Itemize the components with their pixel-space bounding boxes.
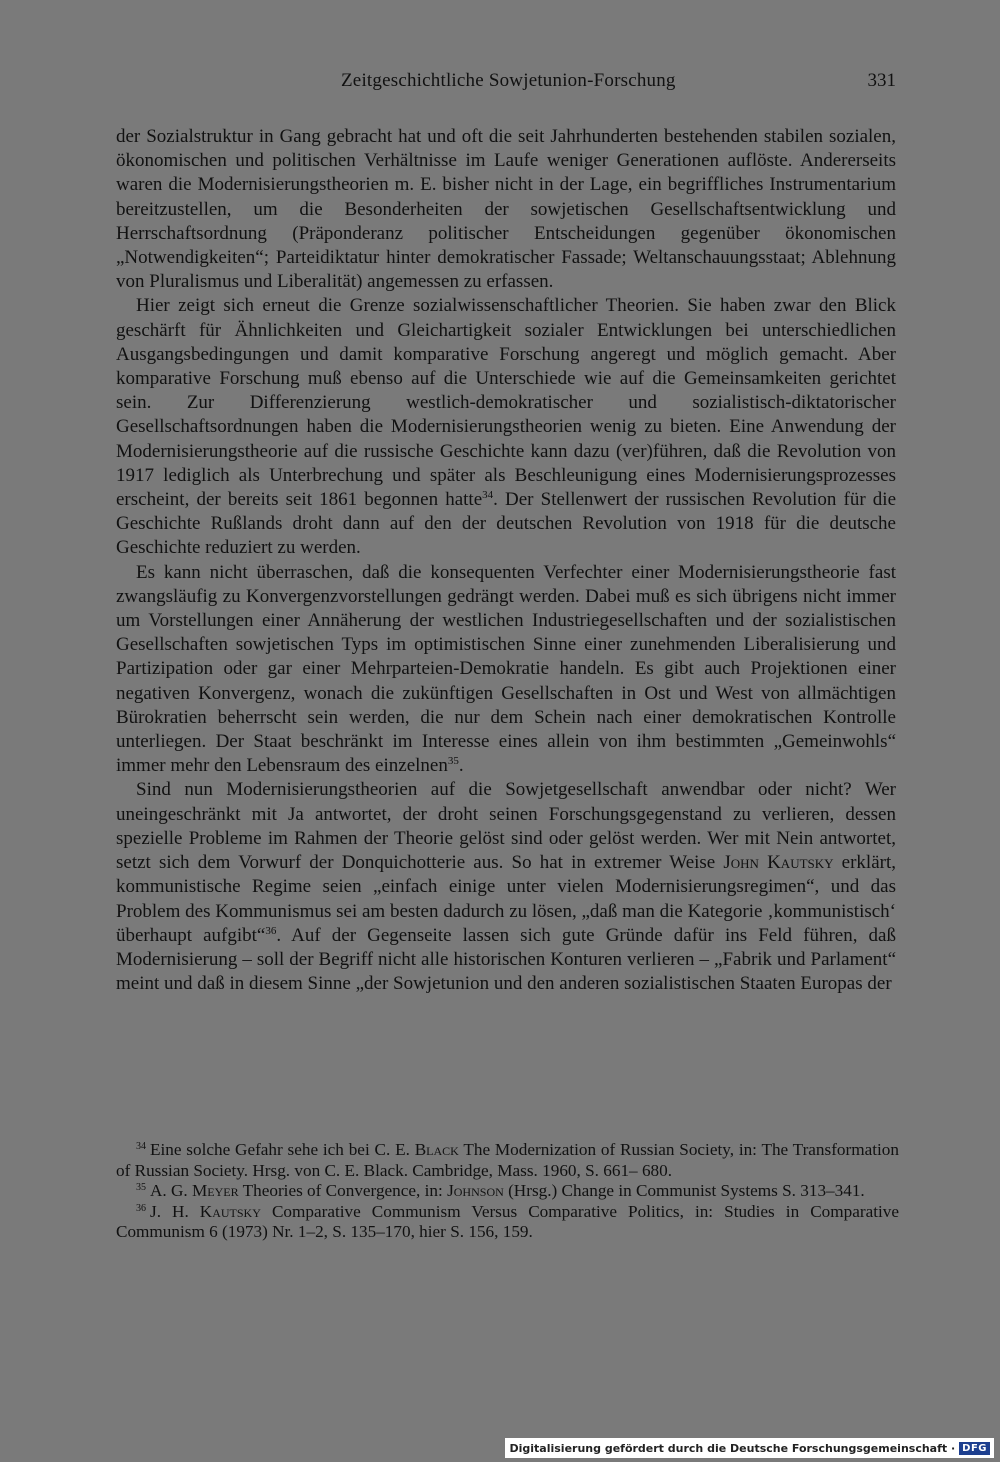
paragraph-1-text: der Sozialstruktur in Gang gebracht hat und oft die seit Jahrhunderten bestehenden stabilen sozialen, ökonomischen und politischen Verhältnisse im Laufe weniger Generationen auflöste. Andererseits waren die Modernisierungstheorien m. E. bisher nicht in der Lage, ein begriffliches Instrumentarium bereitzustellen, um die Besonderheiten der sowjetischen Gesellschaftsentwicklung und Herrschaftsordnung (Präponderanz politischer Entscheidungen gegenüber ökonomischen „Notwendigkeiten“; Parteidiktatur hinter demokratischer Fassade; Weltanschauungsstaat; Ablehnung von Pluralismus und Liberalität) angemessen zu erfassen.: [116, 126, 896, 293]
paragraph-2: [116, 294, 896, 560]
dfg-logo-icon: DFG: [959, 1442, 990, 1455]
footnote-author: Johnson: [447, 1181, 504, 1200]
footnote-35: [116, 1181, 899, 1202]
footnote-number: 36: [136, 1202, 146, 1214]
paragraph-3: [116, 561, 896, 779]
credit-text: Digitalisierung gefördert durch die Deutsche Forschungsgemeinschaft ·: [509, 1441, 956, 1455]
footnote-number: 35: [136, 1182, 146, 1193]
footnote-ref-35: 35: [447, 755, 459, 768]
paragraph-1: [116, 125, 896, 294]
footnote-text: Eine solche Gefahr sehe ich bei C. E.: [150, 1140, 415, 1159]
footnote-text: Comparative Communism Versus Comparative Politics, in: Studies in Comparative Communism 6 (1973) Nr. 1–2, S. 135–170, hier S. 156, 159.: [116, 1201, 899, 1241]
footnote-text: The Modernization of Russian Society, in: The Transformation of Russian Society. Hrsg. von C. E. Black. Cambridge, Mass. 1960, S. 661– 680.: [116, 1140, 899, 1180]
paragraph-4-text-b: erklärt, kommunistische Regime seien „einfach einige unter vielen Modernisierungsregimen“, und das Problem des Kommunismus sei am besten dadurch zu lösen, „daß man die Kategorie ‚kommunistisch‘ überhaupt aufgibt“: [116, 852, 896, 946]
footnote-ref-36: 36: [265, 924, 277, 937]
paragraph-4-text-c: . Auf der Gegenseite lassen sich gute Gründe dafür ins Feld führen, daß Modernisierung – soll der Begriff nicht alle historischen Konturen verlieren – „Fabrik und Parlament“ meint und daß in diesem Sinne „der Sowjetunion und den anderen sozialistischen Staaten Europas der: [116, 924, 896, 995]
paragraph-3-text-a: Es kann nicht überraschen, daß die konsequenten Verfechter einer Modernisierungstheorie fast zwangsläufig zu Konvergenzvorstellungen gedrängt werden. Dabei muß es sich übrigens nicht immer um Vorstellungen einer Annäherung der westlichen Industriegesellschaften und der sozialistischen Gesellschaften sowjetischen Typs im optimistischen Sinne einer zunehmenden Liberalisierung und Partizipation oder gar einer Mehrparteien-Demokratie handeln. Es gibt auch Projektionen einer negativen Konvergenz, wonach die zukünftigen Gesellschaften in Ost und West von allmächtigen Bürokratien beherrscht sein werden, die nur dem Schein nach einer demokratischen Kontrolle unterliegen. Der Staat beschränkt im Interesse eines allein von ihm bestimmten „Gemeinwohls“ immer mehr den Lebensraum des einzelnen: [116, 561, 896, 777]
footnotes: [116, 1140, 899, 1243]
paragraph-2-text-a: Hier zeigt sich erneut die Grenze sozialwissenschaftlicher Theorien. Sie haben zwar den Blick geschärft für Ähnlichkeiten und Gleichartigkeit sozialer Entwicklungen bei unterschiedlichen Ausgangsbedingungen und damit komparative Forschung angeregt und möglich gemacht. Aber komparative Forschung muß ebenso auf die Unterschiede wie auf die Gemeinsamkeiten gerichtet sein. Zur Differenzierung westlich-demokratischer und sozialistisch-diktatorischer Gesellschaftsordnungen haben die Modernisierungstheorien wenig zu bieten. Eine Anwendung der Modernisierungstheorie auf die russische Geschichte kann dazu (ver)führen, daß die Revolution von 1917 lediglich als Unterbrechung und später als Beschleunigung eines Modernisierungsprozesses erscheint, der bereits seit 1861 begonnen hatte: [116, 295, 896, 511]
footnote-34: [116, 1140, 899, 1181]
footnote-number: 34: [136, 1141, 146, 1152]
footnote-ref-34: 34: [482, 489, 494, 502]
running-title: Zeitgeschichtliche Sowjetunion-Forschung: [341, 70, 676, 91]
footnote-text: Theories of Convergence, in:: [238, 1181, 448, 1200]
paragraph-4: [116, 778, 896, 996]
footnote-author: Black: [414, 1140, 459, 1159]
footnote-text: J. H.: [150, 1201, 200, 1221]
footnote-text: (Hrsg.) Change in Communist Systems S. 313–341.: [503, 1181, 865, 1200]
footnote-text: A. G.: [150, 1181, 193, 1200]
author-name-kautsky: John Kautsky: [723, 852, 834, 874]
footnote-author: Meyer: [192, 1181, 239, 1200]
paragraph-2-text-b: . Der Stellenwert der russischen Revolution für die Geschichte Rußlands droht dann auf den der deutschen Revolution von 1918 für die deutsche Geschichte reduziert zu werden.: [116, 489, 896, 559]
page-number: 331: [867, 70, 896, 91]
main-text: [116, 125, 896, 996]
paragraph-3-text-b: .: [458, 755, 464, 777]
footnote-author: Kautsky: [199, 1201, 261, 1221]
page-header: [116, 70, 896, 98]
digitization-credit: [505, 1438, 994, 1458]
footnote-36: [116, 1202, 899, 1243]
paragraph-4-text-a: Sind nun Modernisierungstheorien auf die Sowjetgesellschaft anwendbar oder nicht? Wer uneingeschränkt mit Ja antwortet, der droht seinen Forschungsgegenstand zu verlieren, dessen spezielle Probleme im Rahmen der Theorie gelöst sind oder gelöst werden. Wer mit Nein antwortet, setzt sich dem Vorwurf der Donquichotterie aus. So hat in extremer Weise: [116, 779, 896, 874]
